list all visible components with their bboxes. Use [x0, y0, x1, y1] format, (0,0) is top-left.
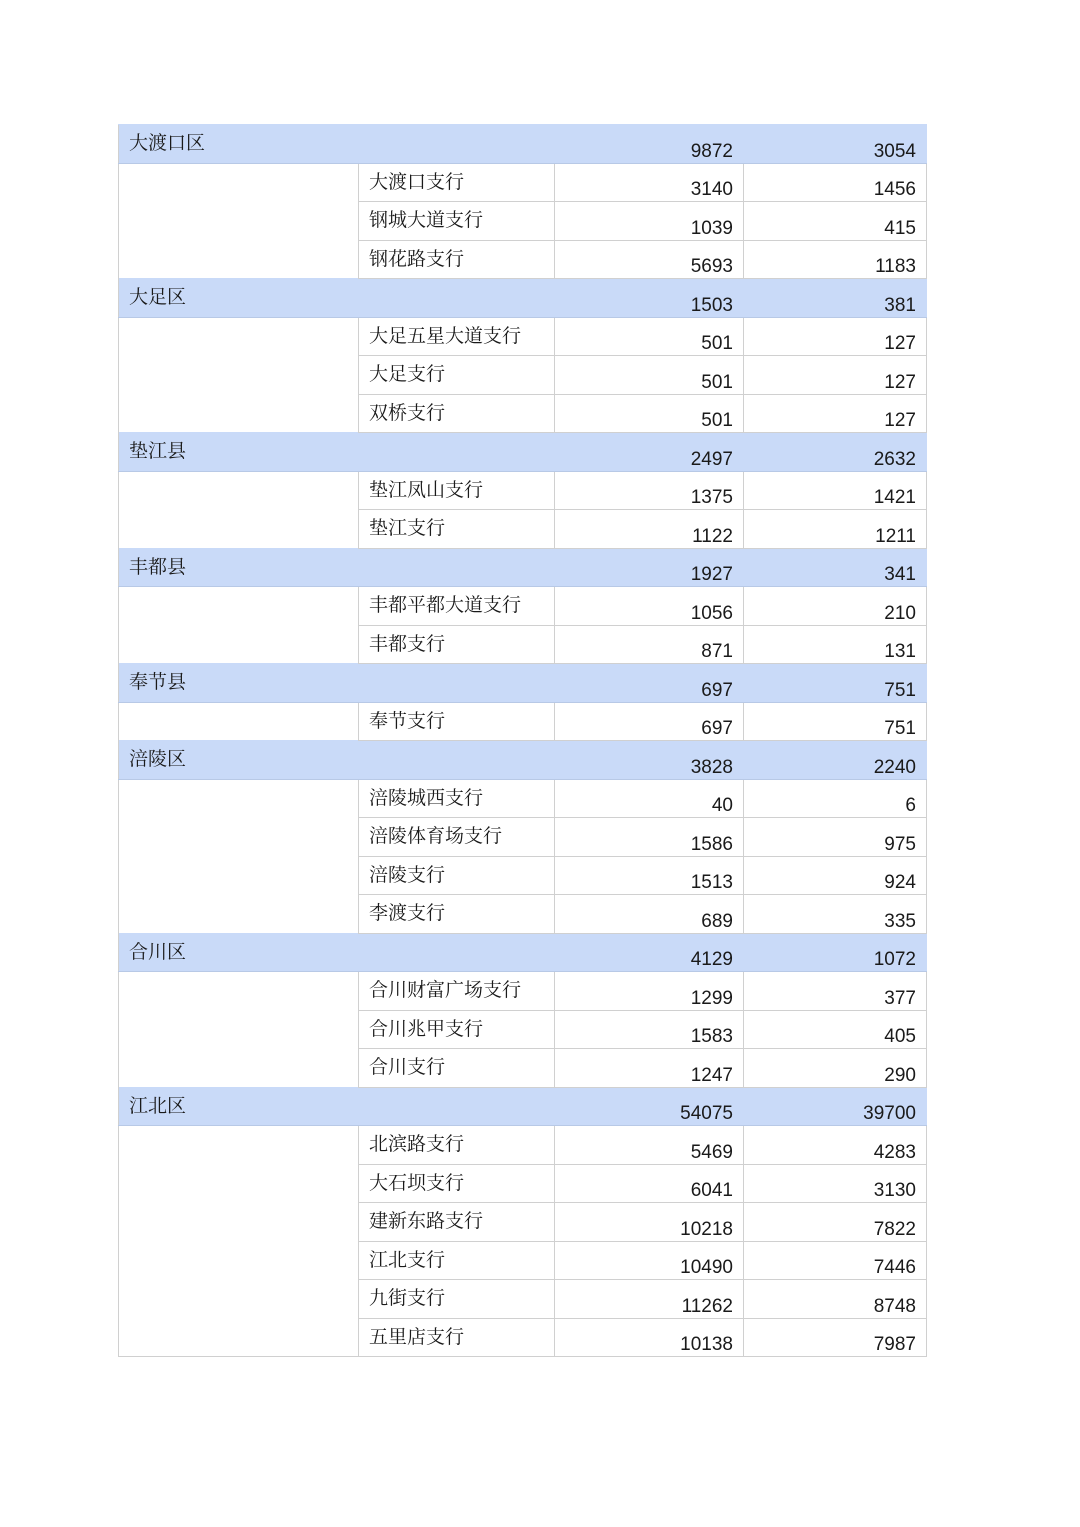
district-value-2: 2240 — [744, 741, 927, 780]
branch-row — [119, 394, 927, 433]
branch-value-2: 127 — [744, 394, 927, 433]
district-row — [119, 433, 927, 472]
branch-name: 合川兆甲支行 — [359, 1010, 555, 1049]
branch-value-1: 1299 — [555, 972, 744, 1011]
branch-name: 垫江支行 — [359, 510, 555, 549]
branch-value-1: 1056 — [555, 587, 744, 626]
branch-name: 北滨路支行 — [359, 1126, 555, 1165]
branch-value-2: 127 — [744, 317, 927, 356]
district-value-2: 2632 — [744, 433, 927, 472]
branch-value-2: 415 — [744, 202, 927, 241]
district-branch-cell — [359, 548, 555, 587]
branch-name: 涪陵体育场支行 — [359, 818, 555, 857]
district-row — [119, 279, 927, 318]
district-name: 合川区 — [119, 933, 359, 972]
district-name: 大足区 — [119, 279, 359, 318]
district-branch-cell — [359, 433, 555, 472]
branch-value-1: 871 — [555, 625, 744, 664]
branch-name: 合川财富广场支行 — [359, 972, 555, 1011]
branch-indent-cell — [119, 818, 359, 857]
branch-name: 双桥支行 — [359, 394, 555, 433]
branch-name: 李渡支行 — [359, 895, 555, 934]
branch-name: 合川支行 — [359, 1049, 555, 1088]
branch-indent-cell — [119, 1049, 359, 1088]
branch-indent-cell — [119, 1126, 359, 1165]
branch-value-1: 3140 — [555, 163, 744, 202]
branch-row — [119, 818, 927, 857]
branch-name: 奉节支行 — [359, 702, 555, 741]
branch-indent-cell — [119, 702, 359, 741]
district-value-1: 54075 — [555, 1087, 744, 1126]
branch-value-2: 7446 — [744, 1241, 927, 1280]
branch-value-2: 1211 — [744, 510, 927, 549]
district-branch-cell — [359, 279, 555, 318]
branch-row — [119, 356, 927, 395]
district-branch-cell — [359, 1087, 555, 1126]
branch-name: 大足五星大道支行 — [359, 317, 555, 356]
branch-name: 涪陵城西支行 — [359, 779, 555, 818]
district-row — [119, 664, 927, 703]
branch-value-1: 10490 — [555, 1241, 744, 1280]
branch-indent-cell — [119, 587, 359, 626]
district-branch-cell — [359, 741, 555, 780]
branch-indent-cell — [119, 1241, 359, 1280]
branch-indent-cell — [119, 1164, 359, 1203]
branch-name: 丰都平都大道支行 — [359, 587, 555, 626]
district-branch-cell — [359, 933, 555, 972]
branch-value-2: 210 — [744, 587, 927, 626]
branch-value-1: 5693 — [555, 240, 744, 279]
district-value-1: 9872 — [555, 125, 744, 164]
branch-row — [119, 587, 927, 626]
branch-name: 建新东路支行 — [359, 1203, 555, 1242]
branch-name: 九街支行 — [359, 1280, 555, 1319]
district-row — [119, 548, 927, 587]
branch-row — [119, 471, 927, 510]
branch-value-1: 1586 — [555, 818, 744, 857]
branch-value-2: 3130 — [744, 1164, 927, 1203]
branch-value-1: 689 — [555, 895, 744, 934]
branch-indent-cell — [119, 202, 359, 241]
branch-indent-cell — [119, 394, 359, 433]
branch-name: 钢花路支行 — [359, 240, 555, 279]
branch-indent-cell — [119, 856, 359, 895]
district-value-2: 381 — [744, 279, 927, 318]
branch-value-1: 40 — [555, 779, 744, 818]
branch-value-1: 697 — [555, 702, 744, 741]
branch-indent-cell — [119, 510, 359, 549]
branch-value-1: 1122 — [555, 510, 744, 549]
branch-row — [119, 1010, 927, 1049]
branch-value-2: 751 — [744, 702, 927, 741]
district-row — [119, 1087, 927, 1126]
branch-indent-cell — [119, 240, 359, 279]
branch-value-2: 131 — [744, 625, 927, 664]
district-value-1: 4129 — [555, 933, 744, 972]
branch-name: 大足支行 — [359, 356, 555, 395]
district-name: 奉节县 — [119, 664, 359, 703]
branch-name: 五里店支行 — [359, 1318, 555, 1357]
branch-value-1: 1513 — [555, 856, 744, 895]
branch-value-2: 1421 — [744, 471, 927, 510]
district-value-1: 1927 — [555, 548, 744, 587]
district-value-1: 3828 — [555, 741, 744, 780]
branch-indent-cell — [119, 1203, 359, 1242]
branch-indent-cell — [119, 163, 359, 202]
district-value-2: 39700 — [744, 1087, 927, 1126]
district-value-2: 751 — [744, 664, 927, 703]
district-row — [119, 933, 927, 972]
branch-indent-cell — [119, 471, 359, 510]
district-row — [119, 741, 927, 780]
branch-value-2: 8748 — [744, 1280, 927, 1319]
branch-value-1: 501 — [555, 356, 744, 395]
branch-value-1: 501 — [555, 394, 744, 433]
branch-row — [119, 625, 927, 664]
branch-value-2: 1183 — [744, 240, 927, 279]
branch-indent-cell — [119, 317, 359, 356]
branch-row — [119, 163, 927, 202]
district-value-1: 2497 — [555, 433, 744, 472]
branch-row — [119, 895, 927, 934]
district-name: 垫江县 — [119, 433, 359, 472]
branch-value-2: 975 — [744, 818, 927, 857]
branch-value-1: 11262 — [555, 1280, 744, 1319]
branch-name: 大石坝支行 — [359, 1164, 555, 1203]
district-value-2: 1072 — [744, 933, 927, 972]
branch-value-1: 1039 — [555, 202, 744, 241]
district-name: 江北区 — [119, 1087, 359, 1126]
branch-row — [119, 1280, 927, 1319]
district-value-2: 341 — [744, 548, 927, 587]
branch-value-2: 127 — [744, 356, 927, 395]
branch-value-2: 1456 — [744, 163, 927, 202]
branch-indent-cell — [119, 1280, 359, 1319]
branch-indent-cell — [119, 625, 359, 664]
branch-name: 涪陵支行 — [359, 856, 555, 895]
district-branch-cell — [359, 664, 555, 703]
branch-value-2: 335 — [744, 895, 927, 934]
branch-row — [119, 1318, 927, 1357]
branch-row — [119, 202, 927, 241]
district-name: 涪陵区 — [119, 741, 359, 780]
branch-value-2: 377 — [744, 972, 927, 1011]
branch-value-2: 6 — [744, 779, 927, 818]
district-value-1: 697 — [555, 664, 744, 703]
branch-indent-cell — [119, 1318, 359, 1357]
branch-value-1: 5469 — [555, 1126, 744, 1165]
branch-row — [119, 779, 927, 818]
branch-name: 丰都支行 — [359, 625, 555, 664]
branch-value-2: 405 — [744, 1010, 927, 1049]
branch-row — [119, 1126, 927, 1165]
branch-name: 钢城大道支行 — [359, 202, 555, 241]
branch-row — [119, 856, 927, 895]
branch-indent-cell — [119, 972, 359, 1011]
branch-value-1: 10138 — [555, 1318, 744, 1357]
branch-indent-cell — [119, 895, 359, 934]
branch-value-2: 4283 — [744, 1126, 927, 1165]
branch-name: 大渡口支行 — [359, 163, 555, 202]
branch-row — [119, 510, 927, 549]
table-body — [119, 125, 927, 1357]
branch-row — [119, 317, 927, 356]
branch-value-1: 6041 — [555, 1164, 744, 1203]
branch-row — [119, 972, 927, 1011]
branch-value-1: 10218 — [555, 1203, 744, 1242]
district-row — [119, 125, 927, 164]
branch-row — [119, 1164, 927, 1203]
branch-row — [119, 702, 927, 741]
branch-value-2: 7822 — [744, 1203, 927, 1242]
branch-value-1: 1247 — [555, 1049, 744, 1088]
branch-table — [118, 124, 927, 1357]
district-value-2: 3054 — [744, 125, 927, 164]
district-name: 丰都县 — [119, 548, 359, 587]
branch-name: 垫江凤山支行 — [359, 471, 555, 510]
branch-indent-cell — [119, 356, 359, 395]
branch-indent-cell — [119, 1010, 359, 1049]
branch-value-1: 1375 — [555, 471, 744, 510]
branch-indent-cell — [119, 779, 359, 818]
branch-value-2: 7987 — [744, 1318, 927, 1357]
district-branch-cell — [359, 125, 555, 164]
district-name: 大渡口区 — [119, 125, 359, 164]
branch-row — [119, 1049, 927, 1088]
branch-value-2: 290 — [744, 1049, 927, 1088]
district-value-1: 1503 — [555, 279, 744, 318]
branch-row — [119, 1241, 927, 1280]
branch-value-1: 1583 — [555, 1010, 744, 1049]
branch-name: 江北支行 — [359, 1241, 555, 1280]
branch-value-1: 501 — [555, 317, 744, 356]
branch-row — [119, 1203, 927, 1242]
branch-value-2: 924 — [744, 856, 927, 895]
branch-row — [119, 240, 927, 279]
